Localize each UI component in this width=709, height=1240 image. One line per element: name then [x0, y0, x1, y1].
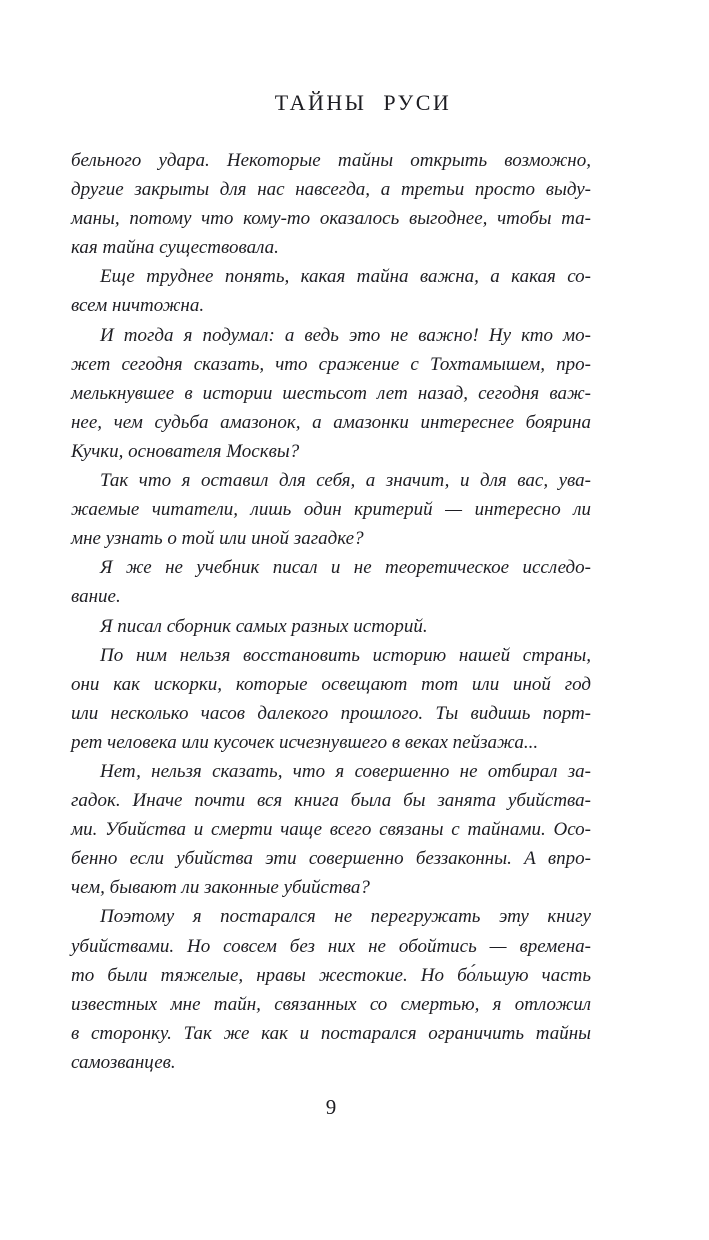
running-header-title: ТАЙНЫ РУСИ	[274, 90, 452, 115]
text-line: гадок. Иначе почти вся книга была бы занята убийства-	[71, 790, 591, 812]
text-line: вание.	[71, 586, 121, 608]
text-line: ми. Убийства и смерти чаще всего связаны с тайнами. Осо-	[71, 819, 591, 841]
text-line: жет сегодня сказать, что сражение с Тохтамышем, про-	[71, 353, 591, 375]
text-line: рет человека или кусочек исчезнувшего в веках пейзажа...	[71, 731, 539, 753]
text-line: бенно если убийства эти совершенно беззаконны. А впро-	[71, 848, 591, 870]
page-body	[71, 146, 591, 1077]
text-line: известных мне тайн, связанных со смертью, я отложил	[71, 993, 591, 1015]
text-line: чем, бывают ли законные убийства?	[71, 877, 370, 899]
text-line: или несколько часов далекого прошлого. Ты видишь порт-	[71, 702, 591, 724]
text-line: И тогда я подумал: а ведь это не важно! Ну кто мо-	[100, 324, 591, 346]
text-line: Так что я оставил для себя, а значит, и для вас, ува-	[100, 470, 591, 492]
text-line: Еще труднее понять, какая тайна важна, а какая со-	[100, 266, 591, 288]
text-line: кая тайна существовала.	[71, 237, 279, 259]
text-line: они как искорки, которые освещают тот или иной год	[71, 673, 591, 695]
text-line: жаемые читатели, лишь один критерий — интересно ли	[71, 499, 591, 521]
text-line: мелькнувшее в истории шестьсот лет назад, сегодня важ-	[71, 382, 591, 404]
text-line: По ним нельзя восстановить историю нашей страны,	[100, 644, 591, 666]
text-line: Я писал сборник самых разных историй.	[100, 615, 428, 637]
page-number: 9	[325, 1095, 337, 1119]
text-line: нее, чем судьба амазонок, а амазонки интереснее боярина	[71, 411, 591, 433]
text-line: Я же не учебник писал и не теоретическое исследо-	[100, 557, 591, 579]
text-line: маны, потому что кому-то оказалось выгоднее, чтобы та-	[71, 208, 591, 230]
text-line: другие закрыты для нас навсегда, а третьи просто выду-	[71, 179, 591, 201]
text-line: то были тяжелые, нравы жестокие. Но бо́льшую часть	[71, 964, 591, 986]
text-line: убийствами. Но совсем без них не обойтись — времена-	[71, 935, 591, 957]
text-line: в сторонку. Так же как и постарался ограничить тайны	[71, 1022, 591, 1044]
text-line: мне узнать о той или иной загадке?	[71, 528, 364, 550]
text-line: всем ничтожна.	[71, 295, 205, 317]
text-line: Нет, нельзя сказать, что я совершенно не отбирал за-	[100, 760, 591, 782]
text-line: бельного удара. Некоторые тайны открыть возможно,	[71, 150, 591, 171]
text-line: Поэтому я постарался не перегружать эту книгу	[100, 906, 591, 928]
text-line: самозванцев.	[71, 1051, 176, 1073]
text-line: Кучки, основателя Москвы?	[71, 440, 300, 462]
